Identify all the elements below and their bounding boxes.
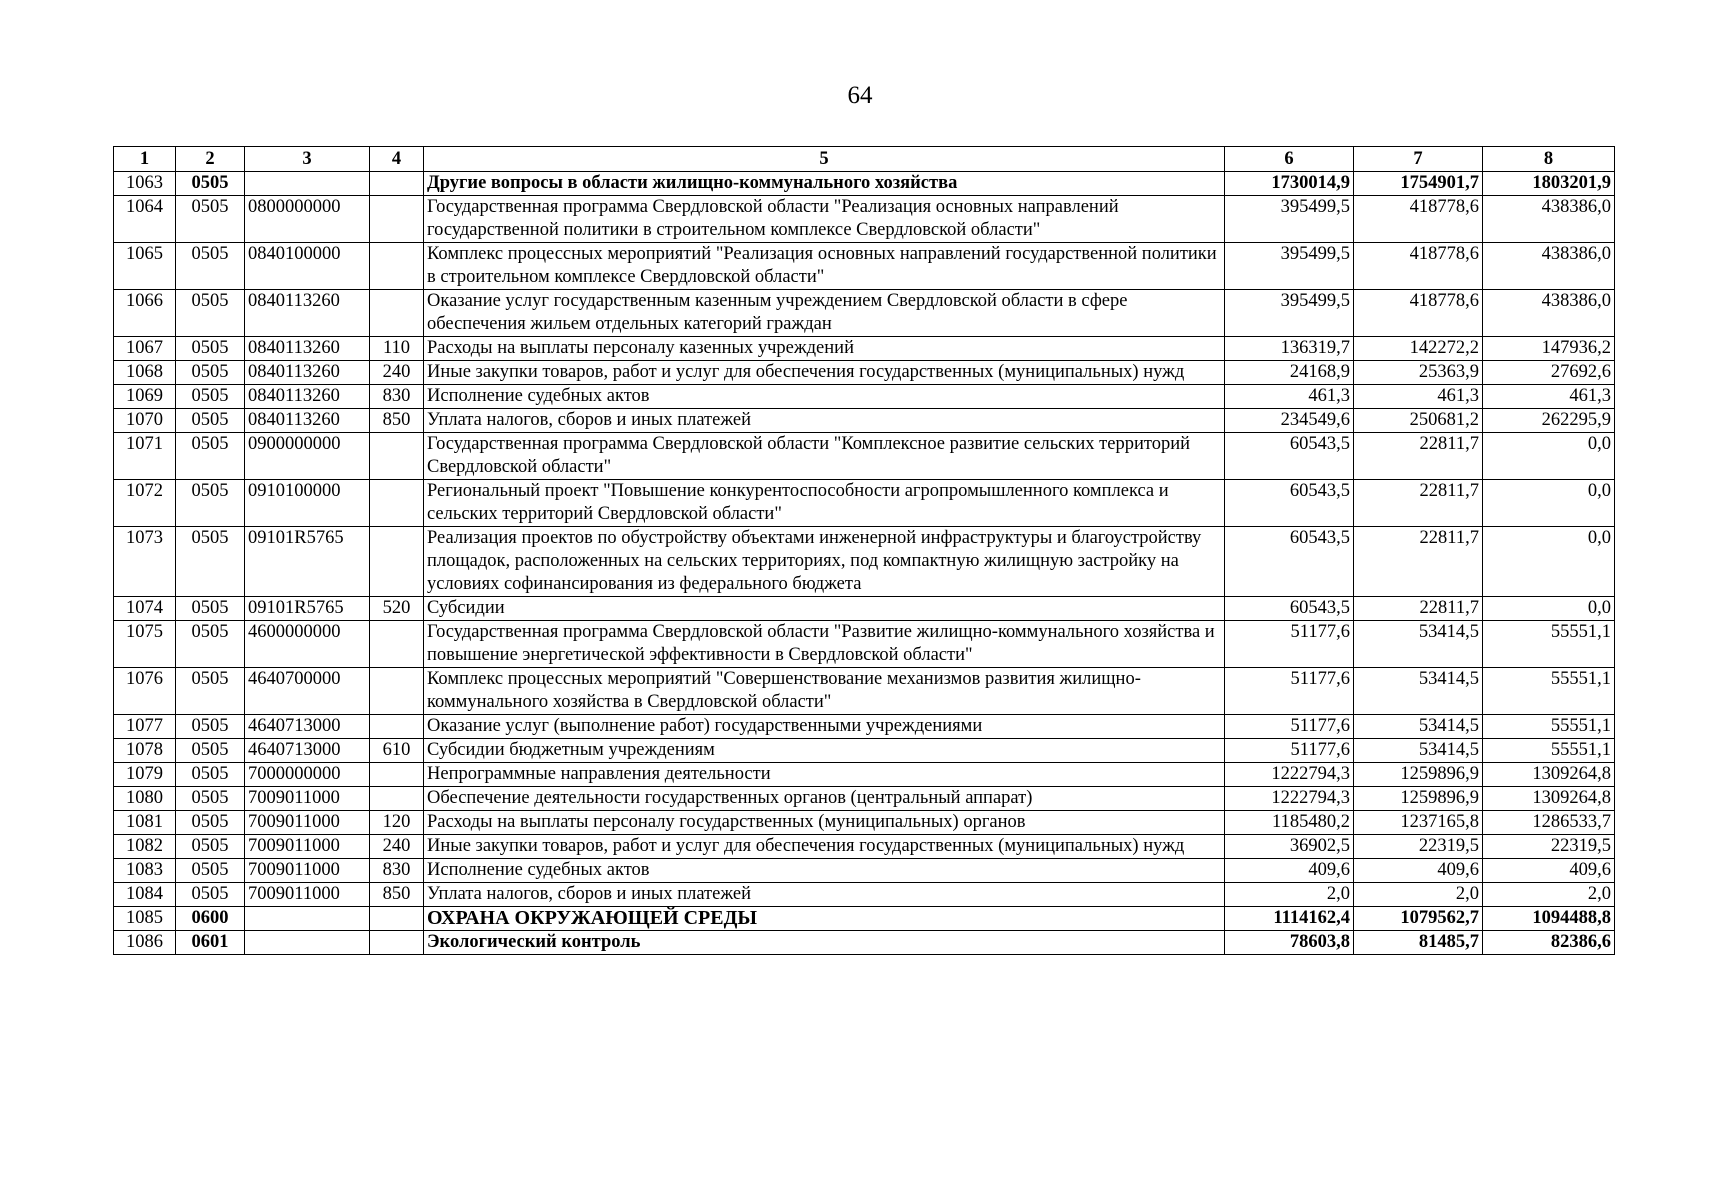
section-code-cell: 0505 — [176, 668, 245, 715]
amount-col6-cell: 51177,6 — [1225, 621, 1354, 668]
table-row — [114, 763, 1615, 787]
amount-col6-cell: 60543,5 — [1225, 597, 1354, 621]
target-code-cell: 4600000000 — [245, 621, 370, 668]
amount-col8-cell: 55551,1 — [1483, 621, 1615, 668]
amount-col6-cell: 60543,5 — [1225, 433, 1354, 480]
section-code-cell: 0505 — [176, 480, 245, 527]
row-number-cell: 1064 — [114, 196, 176, 243]
expense-type-cell — [370, 243, 424, 290]
target-code-cell — [245, 172, 370, 196]
item-name-cell: Оказание услуг государственным казенным учреждением Свердловской области в сфере обеспечения жильем отдельных категорий граждан — [424, 290, 1225, 337]
amount-col8-cell: 1803201,9 — [1483, 172, 1615, 196]
target-code-cell: 09101R5765 — [245, 597, 370, 621]
amount-col7-cell: 461,3 — [1354, 385, 1483, 409]
expense-type-cell — [370, 763, 424, 787]
amount-col6-cell: 395499,5 — [1225, 290, 1354, 337]
amount-col7-cell: 53414,5 — [1354, 621, 1483, 668]
amount-col6-cell: 51177,6 — [1225, 715, 1354, 739]
column-header: 5 — [424, 147, 1225, 172]
target-code-cell: 0840113260 — [245, 290, 370, 337]
item-name-cell: Исполнение судебных актов — [424, 859, 1225, 883]
column-header: 8 — [1483, 147, 1615, 172]
amount-col7-cell: 1079562,7 — [1354, 907, 1483, 931]
item-name-cell: Иные закупки товаров, работ и услуг для обеспечения государственных (муниципальных) нужд — [424, 835, 1225, 859]
amount-col8-cell: 82386,6 — [1483, 931, 1615, 955]
amount-col6-cell: 2,0 — [1225, 883, 1354, 907]
amount-col7-cell: 53414,5 — [1354, 668, 1483, 715]
expense-type-cell: 850 — [370, 883, 424, 907]
section-code-cell: 0505 — [176, 883, 245, 907]
table-row — [114, 739, 1615, 763]
target-code-cell: 09101R5765 — [245, 527, 370, 597]
amount-col6-cell: 60543,5 — [1225, 527, 1354, 597]
expense-type-cell — [370, 433, 424, 480]
amount-col8-cell: 55551,1 — [1483, 739, 1615, 763]
row-number-cell: 1076 — [114, 668, 176, 715]
expense-type-cell — [370, 787, 424, 811]
table-row — [114, 597, 1615, 621]
amount-col8-cell: 22319,5 — [1483, 835, 1615, 859]
row-number-cell: 1086 — [114, 931, 176, 955]
target-code-cell — [245, 931, 370, 955]
amount-col7-cell: 25363,9 — [1354, 361, 1483, 385]
table-row — [114, 385, 1615, 409]
amount-col7-cell: 53414,5 — [1354, 715, 1483, 739]
row-number-cell: 1073 — [114, 527, 176, 597]
table-header-row — [114, 147, 1615, 172]
row-number-cell: 1080 — [114, 787, 176, 811]
target-code-cell: 7009011000 — [245, 883, 370, 907]
amount-col8-cell: 147936,2 — [1483, 337, 1615, 361]
amount-col7-cell: 22811,7 — [1354, 480, 1483, 527]
section-code-cell: 0505 — [176, 337, 245, 361]
item-name-cell: Уплата налогов, сборов и иных платежей — [424, 409, 1225, 433]
section-code-cell: 0601 — [176, 931, 245, 955]
section-code-cell: 0505 — [176, 290, 245, 337]
amount-col6-cell: 78603,8 — [1225, 931, 1354, 955]
table-body — [114, 172, 1615, 955]
table-row — [114, 172, 1615, 196]
amount-col8-cell: 0,0 — [1483, 597, 1615, 621]
section-code-cell: 0505 — [176, 433, 245, 480]
target-code-cell — [245, 907, 370, 931]
target-code-cell: 0910100000 — [245, 480, 370, 527]
amount-col6-cell: 136319,7 — [1225, 337, 1354, 361]
expense-type-cell — [370, 290, 424, 337]
amount-col7-cell: 22811,7 — [1354, 527, 1483, 597]
amount-col7-cell: 409,6 — [1354, 859, 1483, 883]
item-name-cell: Иные закупки товаров, работ и услуг для обеспечения государственных (муниципальных) нужд — [424, 361, 1225, 385]
amount-col6-cell: 1730014,9 — [1225, 172, 1354, 196]
amount-col7-cell: 418778,6 — [1354, 243, 1483, 290]
row-number-cell: 1082 — [114, 835, 176, 859]
amount-col8-cell: 1094488,8 — [1483, 907, 1615, 931]
expense-type-cell — [370, 196, 424, 243]
amount-col8-cell: 1309264,8 — [1483, 787, 1615, 811]
table-row — [114, 859, 1615, 883]
amount-col7-cell: 22811,7 — [1354, 433, 1483, 480]
expense-type-cell — [370, 668, 424, 715]
target-code-cell: 7009011000 — [245, 811, 370, 835]
table-row — [114, 835, 1615, 859]
amount-col8-cell: 27692,6 — [1483, 361, 1615, 385]
item-name-cell: Реализация проектов по обустройству объектами инженерной инфраструктуры и благоустройству площадок, расположенных на сельских территориях, под компактную жилищную застройку на условиях софинансирования из федерального бюджета — [424, 527, 1225, 597]
amount-col7-cell: 81485,7 — [1354, 931, 1483, 955]
section-code-cell: 0505 — [176, 597, 245, 621]
item-name-cell: Экологический контроль — [424, 931, 1225, 955]
section-code-cell: 0505 — [176, 243, 245, 290]
target-code-cell: 4640713000 — [245, 739, 370, 763]
row-number-cell: 1075 — [114, 621, 176, 668]
expense-type-cell — [370, 621, 424, 668]
expense-type-cell: 110 — [370, 337, 424, 361]
target-code-cell: 7009011000 — [245, 835, 370, 859]
amount-col8-cell: 438386,0 — [1483, 196, 1615, 243]
item-name-cell: Исполнение судебных актов — [424, 385, 1225, 409]
amount-col7-cell: 53414,5 — [1354, 739, 1483, 763]
amount-col6-cell: 409,6 — [1225, 859, 1354, 883]
table-row — [114, 409, 1615, 433]
item-name-cell: Государственная программа Свердловской области "Реализация основных направлений государственной политики в строительном комплексе Свердловской области" — [424, 196, 1225, 243]
table-row — [114, 433, 1615, 480]
expense-type-cell: 610 — [370, 739, 424, 763]
item-name-cell: Субсидии бюджетным учреждениям — [424, 739, 1225, 763]
item-name-cell: Региональный проект "Повышение конкурентоспособности агропромышленного комплекса и сельских территорий Свердловской области" — [424, 480, 1225, 527]
item-name-cell: Комплекс процессных мероприятий "Совершенствование механизмов развития жилищно-коммунального хозяйства в Свердловской области" — [424, 668, 1225, 715]
item-name-cell: Обеспечение деятельности государственных органов (центральный аппарат) — [424, 787, 1225, 811]
item-name-cell: Комплекс процессных мероприятий "Реализация основных направлений государственной политики в строительном комплексе Свердловской области" — [424, 243, 1225, 290]
amount-col7-cell: 142272,2 — [1354, 337, 1483, 361]
expense-type-cell: 240 — [370, 835, 424, 859]
amount-col6-cell: 1222794,3 — [1225, 763, 1354, 787]
row-number-cell: 1085 — [114, 907, 176, 931]
amount-col7-cell: 1259896,9 — [1354, 763, 1483, 787]
amount-col8-cell: 55551,1 — [1483, 715, 1615, 739]
target-code-cell: 0840113260 — [245, 385, 370, 409]
column-header: 2 — [176, 147, 245, 172]
target-code-cell: 0900000000 — [245, 433, 370, 480]
target-code-cell: 7000000000 — [245, 763, 370, 787]
target-code-cell: 0800000000 — [245, 196, 370, 243]
row-number-cell: 1074 — [114, 597, 176, 621]
amount-col6-cell: 60543,5 — [1225, 480, 1354, 527]
amount-col7-cell: 1259896,9 — [1354, 787, 1483, 811]
table-row — [114, 907, 1615, 931]
amount-col8-cell: 0,0 — [1483, 480, 1615, 527]
item-name-cell: Расходы на выплаты персоналу государственных (муниципальных) органов — [424, 811, 1225, 835]
target-code-cell: 0840113260 — [245, 337, 370, 361]
item-name-cell: Государственная программа Свердловской области "Комплексное развитие сельских территорий Свердловской области" — [424, 433, 1225, 480]
section-code-cell: 0505 — [176, 409, 245, 433]
table-row — [114, 621, 1615, 668]
amount-col6-cell: 395499,5 — [1225, 243, 1354, 290]
table-row — [114, 811, 1615, 835]
expense-type-cell — [370, 907, 424, 931]
table-row — [114, 480, 1615, 527]
amount-col7-cell: 2,0 — [1354, 883, 1483, 907]
row-number-cell: 1067 — [114, 337, 176, 361]
amount-col6-cell: 1114162,4 — [1225, 907, 1354, 931]
column-header: 6 — [1225, 147, 1354, 172]
target-code-cell: 4640700000 — [245, 668, 370, 715]
expense-type-cell — [370, 480, 424, 527]
item-name-cell: Оказание услуг (выполнение работ) государственными учреждениями — [424, 715, 1225, 739]
section-code-cell: 0505 — [176, 621, 245, 668]
amount-col7-cell: 418778,6 — [1354, 196, 1483, 243]
expense-type-cell: 120 — [370, 811, 424, 835]
section-code-cell: 0505 — [176, 811, 245, 835]
table-row — [114, 337, 1615, 361]
amount-col8-cell: 461,3 — [1483, 385, 1615, 409]
row-number-cell: 1078 — [114, 739, 176, 763]
target-code-cell: 0840100000 — [245, 243, 370, 290]
amount-col8-cell: 1309264,8 — [1483, 763, 1615, 787]
table-row — [114, 290, 1615, 337]
target-code-cell: 0840113260 — [245, 409, 370, 433]
expense-type-cell — [370, 715, 424, 739]
row-number-cell: 1063 — [114, 172, 176, 196]
amount-col8-cell: 55551,1 — [1483, 668, 1615, 715]
item-name-cell: ОХРАНА ОКРУЖАЮЩЕЙ СРЕДЫ — [424, 907, 1225, 931]
expense-type-cell — [370, 931, 424, 955]
expense-type-cell: 520 — [370, 597, 424, 621]
row-number-cell: 1083 — [114, 859, 176, 883]
column-header: 1 — [114, 147, 176, 172]
row-number-cell: 1072 — [114, 480, 176, 527]
amount-col6-cell: 1222794,3 — [1225, 787, 1354, 811]
section-code-cell: 0505 — [176, 859, 245, 883]
amount-col6-cell: 36902,5 — [1225, 835, 1354, 859]
column-header: 4 — [370, 147, 424, 172]
amount-col6-cell: 1185480,2 — [1225, 811, 1354, 835]
target-code-cell: 0840113260 — [245, 361, 370, 385]
amount-col8-cell: 409,6 — [1483, 859, 1615, 883]
amount-col7-cell: 1754901,7 — [1354, 172, 1483, 196]
amount-col8-cell: 0,0 — [1483, 527, 1615, 597]
amount-col6-cell: 234549,6 — [1225, 409, 1354, 433]
expense-type-cell: 830 — [370, 385, 424, 409]
row-number-cell: 1077 — [114, 715, 176, 739]
item-name-cell: Государственная программа Свердловской области "Развитие жилищно-коммунального хозяйства и повышение энергетической эффективности в Свердловской области" — [424, 621, 1225, 668]
expense-type-cell: 850 — [370, 409, 424, 433]
amount-col8-cell: 0,0 — [1483, 433, 1615, 480]
item-name-cell: Расходы на выплаты персоналу казенных учреждений — [424, 337, 1225, 361]
section-code-cell: 0505 — [176, 172, 245, 196]
amount-col8-cell: 2,0 — [1483, 883, 1615, 907]
amount-col8-cell: 262295,9 — [1483, 409, 1615, 433]
amount-col8-cell: 438386,0 — [1483, 243, 1615, 290]
item-name-cell: Субсидии — [424, 597, 1225, 621]
table-row — [114, 787, 1615, 811]
section-code-cell: 0505 — [176, 527, 245, 597]
row-number-cell: 1084 — [114, 883, 176, 907]
expense-type-cell: 240 — [370, 361, 424, 385]
section-code-cell: 0505 — [176, 196, 245, 243]
item-name-cell: Уплата налогов, сборов и иных платежей — [424, 883, 1225, 907]
page-number: 64 — [847, 82, 873, 109]
section-code-cell: 0505 — [176, 739, 245, 763]
column-header: 3 — [245, 147, 370, 172]
amount-col7-cell: 1237165,8 — [1354, 811, 1483, 835]
section-code-cell: 0505 — [176, 361, 245, 385]
table-row — [114, 715, 1615, 739]
expense-type-cell — [370, 172, 424, 196]
section-code-cell: 0505 — [176, 787, 245, 811]
amount-col6-cell: 51177,6 — [1225, 739, 1354, 763]
amount-col7-cell: 418778,6 — [1354, 290, 1483, 337]
row-number-cell: 1081 — [114, 811, 176, 835]
table-row — [114, 361, 1615, 385]
row-number-cell: 1070 — [114, 409, 176, 433]
amount-col7-cell: 22319,5 — [1354, 835, 1483, 859]
target-code-cell: 7009011000 — [245, 787, 370, 811]
section-code-cell: 0505 — [176, 763, 245, 787]
section-code-cell: 0505 — [176, 385, 245, 409]
expense-type-cell — [370, 527, 424, 597]
item-name-cell: Другие вопросы в области жилищно-коммунального хозяйства — [424, 172, 1225, 196]
table-row — [114, 196, 1615, 243]
amount-col8-cell: 438386,0 — [1483, 290, 1615, 337]
table-row — [114, 527, 1615, 597]
section-code-cell: 0600 — [176, 907, 245, 931]
table-row — [114, 243, 1615, 290]
table-row — [114, 668, 1615, 715]
target-code-cell: 4640713000 — [245, 715, 370, 739]
budget-table — [113, 146, 1615, 955]
row-number-cell: 1069 — [114, 385, 176, 409]
column-header: 7 — [1354, 147, 1483, 172]
row-number-cell: 1066 — [114, 290, 176, 337]
section-code-cell: 0505 — [176, 715, 245, 739]
row-number-cell: 1065 — [114, 243, 176, 290]
target-code-cell: 7009011000 — [245, 859, 370, 883]
section-code-cell: 0505 — [176, 835, 245, 859]
table-row — [114, 883, 1615, 907]
row-number-cell: 1068 — [114, 361, 176, 385]
amount-col6-cell: 51177,6 — [1225, 668, 1354, 715]
row-number-cell: 1079 — [114, 763, 176, 787]
expense-type-cell: 830 — [370, 859, 424, 883]
table-row — [114, 931, 1615, 955]
row-number-cell: 1071 — [114, 433, 176, 480]
amount-col8-cell: 1286533,7 — [1483, 811, 1615, 835]
amount-col6-cell: 461,3 — [1225, 385, 1354, 409]
amount-col6-cell: 395499,5 — [1225, 196, 1354, 243]
amount-col7-cell: 250681,2 — [1354, 409, 1483, 433]
amount-col7-cell: 22811,7 — [1354, 597, 1483, 621]
item-name-cell: Непрограммные направления деятельности — [424, 763, 1225, 787]
amount-col6-cell: 24168,9 — [1225, 361, 1354, 385]
